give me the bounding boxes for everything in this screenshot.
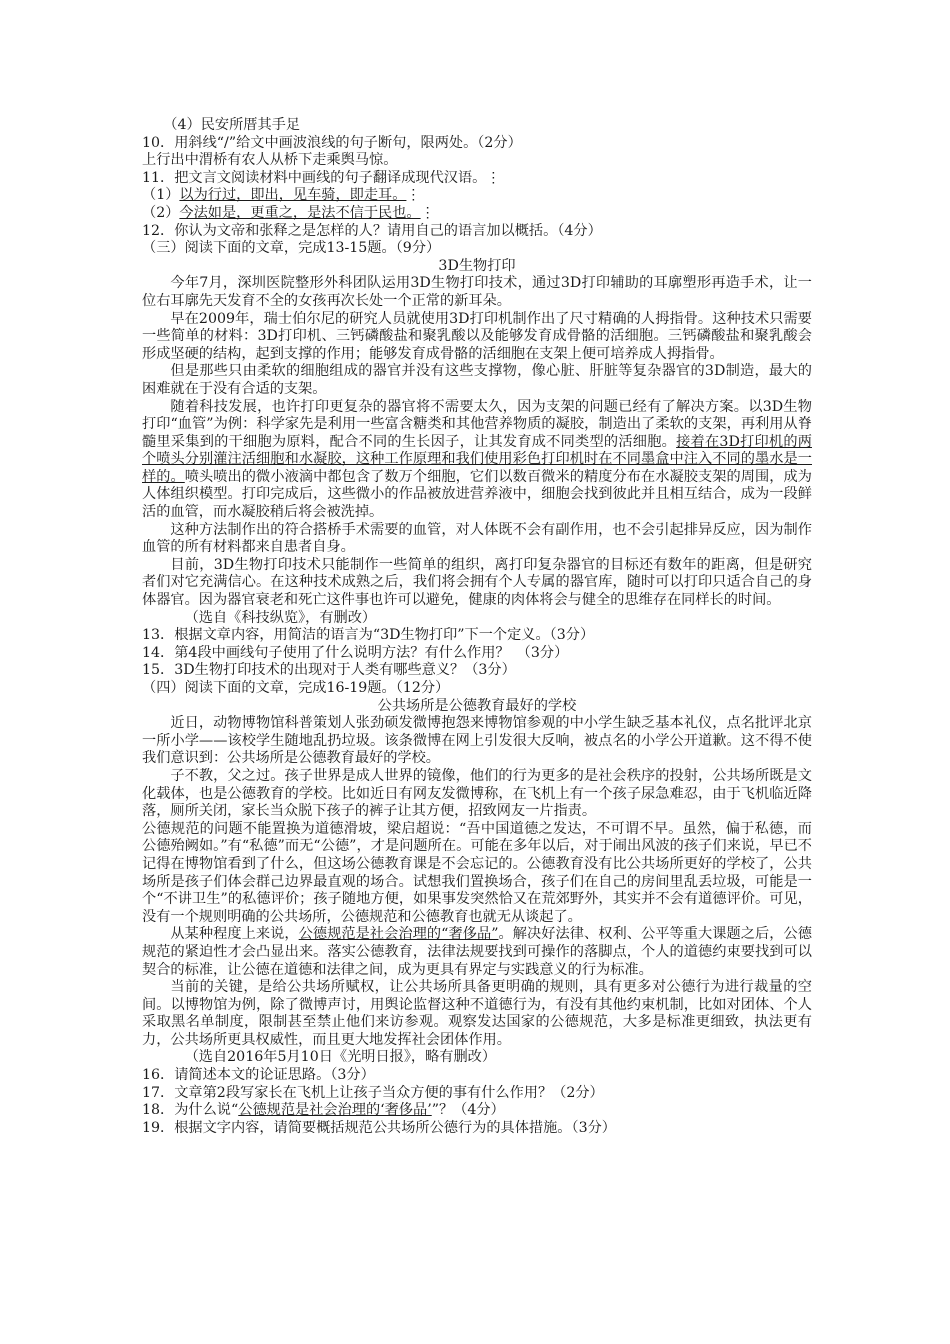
exam-page	[142, 117, 812, 1137]
article-1-paragraph-4	[142, 399, 812, 522]
article-2-source: （选自2016年5月10日《光明日报》，略有删改）	[184, 1049, 497, 1066]
paragraph-text: 喷头喷出的微小液滴中都包含了数万个细胞，它们以数百微米的精度分布在水凝胶支架的周围，成为人体组织模型。打印完成后，这些微小的作品被放进营养液中，细胞会找到彼此并且相互结合，成为一段鲜活的血管，而水凝胶稍后将会被洗掉。	[142, 468, 812, 521]
underlined-sentence: 今法如是，更重之，是法不信于民也。	[179, 204, 421, 221]
article-2-paragraph-5: 当前的关键，是给公共场所赋权，让公共场所具备更明确的规则，具有更多对公德行为进行裁量的空间。以博物馆为例，除了微博声讨，用舆论监督这种不道德行为，有没有其他约束机制，比如对团体、个人采取黑名单制度，限制甚至禁止他们来访参观。观察发达国家的公德规范，大多是标准更细致，执法更有力，公共场所更具权威性，而且更大地发挥社会团体作用。	[142, 979, 812, 1048]
underlined-sentence: 以为行过，即出，见车骑，即走耳。	[179, 187, 407, 204]
question-12: 12．你认为文帝和张释之是怎样的人？请用自己的语言加以概括。（4分）	[142, 222, 602, 239]
question-17: 17．文章第2段写家长在飞机上让孩子当众方便的事有什么作用？（2分）	[142, 1084, 604, 1101]
underlined-quote: 公德规范是社会治理的‘奢侈品’	[238, 1102, 432, 1119]
dots-marker: ⋮	[406, 187, 421, 204]
article-1-paragraph-2: 早在2009年，瑞士伯尔尼的研究人员就使用3D打印机制作出了尺寸精确的人拇指骨。这种技术只需要一些简单的材料：3D打印机、三钙磷酸盐和聚乳酸以及能够发育成骨骼的活细胞。三钙磷酸盐和聚乳酸会形成坚硬的结构，起到支撑的作用；能够发育成骨骼的活细胞在支架上便可培养成人拇指骨。	[142, 310, 812, 362]
question-14: 14．第4段中画线句子使用了什么说明方法？有什么作用？ （3分）	[142, 644, 569, 661]
article-1-paragraph-5: 这种方法制作出的符合搭桥手术需要的血管，对人体既不会有副作用，也不会引起排异反应，因为制作血管的所有材料都来自患者自身。	[142, 521, 812, 556]
underlined-sentence: 接着在3D打印机的两个喷头分别灌注活细胞和水凝胶，这种工作原理和我们使用彩色打印机时在不同墨盒中注入不同的墨水是一样的。	[142, 433, 812, 485]
item-4: （4）民安所厝其手足	[163, 117, 301, 133]
question-10-text: 上行出中渭桥有农人从桥下走乘舆马惊。	[142, 152, 398, 169]
section-3-heading: （三）阅读下面的文章，完成13-15题。（9分）	[142, 240, 441, 257]
paragraph-text: 。解决好法律、权利、公平等重大课题之后，公德规范的紧迫性才会凸显出来。落实公德教育，法律法规要找到可操作的落脚点，个人的道德约束要找到可以契合的标准，让公德在道德和法律之间，成为更具有界定与实践意义的行为标准。	[142, 926, 812, 978]
question-10: 10．用斜线“/”给文中画波浪线的句子断句，限两处。（2分）	[142, 134, 522, 151]
question-19: 19．根据文字内容，请简要概括规范公共场所公德行为的具体措施。（3分）	[142, 1119, 616, 1136]
article-2-title: 公共场所是公德教育最好的学校	[377, 697, 577, 714]
article-2-paragraph-3: 公德规范的问题不能置换为道德滑坡，梁启超说：“吾中国道德之发达，不可谓不早。虽然，偏于私德，而公德殆阙如。”有“私德”而无“公德”，才是问题所在。可能在多年以后，对于闹出风波的孩子们来说，早已不记得在博物馆看到了什么，但这场公德教育课是不会忘记的。公德教育没有比公共场所更好的学校了，公共场所是孩子们体会群己边界最直观的场合。试想我们置换场合，孩子们在自己的房间里乱丢垃圾，可能是一个“不讲卫生”的私德评价；孩子随地方便，如果事发突然恰又在荒郊野外，其实并不会有道德评价。可见，没有一个规则明确的公共场所，公德规范和公德教育也就无从谈起了。	[142, 820, 812, 925]
question-11: 11．把文言文阅读材料中画线的句子翻译成现代汉语。⋮	[142, 169, 501, 186]
paragraph-text: 从某种程度上来说，	[170, 926, 299, 943]
paragraph-text: 随着科技发展，也许打印更复杂的器官将不需要太久，因为支架的问题已经有了解决方案。以3D生物打印“血管”为例：科学家先是利用一些富含糖类和其他营养物质的凝胶，制造出了柔软的支架，再利用从脊髓里采集到的干细胞为原料，配合不同的生长因子，让其发育成不同类型的活细胞。	[142, 398, 812, 450]
dots-marker: ⋮	[420, 204, 435, 221]
question-11-item-1	[142, 187, 812, 205]
article-2-paragraph-2: 子不教，父之过。孩子世界是成人世界的镜像，他们的行为更多的是社会秩序的投射，公共场所既是文化载体，也是公德教育的学校。比如近日有网友发微博称，在飞机上有一个孩子尿急难忍，由于飞机临近降落，厕所关闭，家长当众脱下孩子的裤子让其方便，招致网友一片指责。	[142, 767, 812, 820]
article-2-paragraph-4	[142, 926, 812, 979]
question-text: ”？（4分）	[431, 1102, 505, 1119]
question-13: 13．根据文章内容，用简洁的语言为“3D生物打印”下一个定义。（3分）	[142, 627, 595, 644]
question-15: 15．3D生物打印技术的出现对于人类有哪些意义？（3分）	[142, 662, 516, 679]
article-2-paragraph-1: 近日，动物博物馆科普策划人张劲硕发微博抱怨来博物馆参观的中小学生缺乏基本礼仪，点名批评北京一所小学——该校学生随地乱扔垃圾。该条微博在网上引发很大反响，被点名的小学公开道歉。这不得不使我们意识到：公共场所是公德教育最好的学校。	[142, 715, 812, 767]
question-11-item-2	[142, 205, 812, 223]
question-text: 18．为什么说“	[142, 1102, 239, 1119]
section-4-heading: （四）阅读下面的文章，完成16-19题。（12分）	[142, 680, 450, 696]
article-1-paragraph-1: 今年7月，深圳医院整形外科团队运用3D生物打印技术，通过3D打印辅助的耳廓塑形再造手术，让一位右耳廓先天发育不全的女孩再次长处一个正常的新耳朵。	[142, 275, 812, 309]
question-16: 16．请简述本文的论证思路。（3分）	[142, 1067, 375, 1084]
article-1-source: （选自《科技纵览》，有删改）	[184, 609, 377, 626]
article-1-title: 3D生物打印	[438, 257, 516, 274]
article-1-paragraph-3: 但是那些只由柔软的细胞组成的器官并没有这些支撑物，像心脏、肝脏等复杂器官的3D制造，最大的困难就在于没有合适的支架。	[142, 363, 812, 397]
item-number: （2）	[142, 204, 180, 221]
underlined-sentence: 公德规范是社会治理的“奢侈品”	[298, 926, 499, 943]
question-18	[142, 1102, 812, 1120]
item-number: （1）	[142, 187, 180, 204]
article-1-paragraph-6: 目前，3D生物打印技术只能制作一些简单的组织，离打印复杂器官的目标还有数年的距离，但是研究者们对它充满信心。在这种技术成熟之后，我们将会拥有个人专属的器官库，随时可以打印只适合自己的身体器官。因为器官衰老和死亡这件事也许可以避免，健康的肉体将会与健全的思维存在同样长的时间。	[142, 556, 812, 609]
